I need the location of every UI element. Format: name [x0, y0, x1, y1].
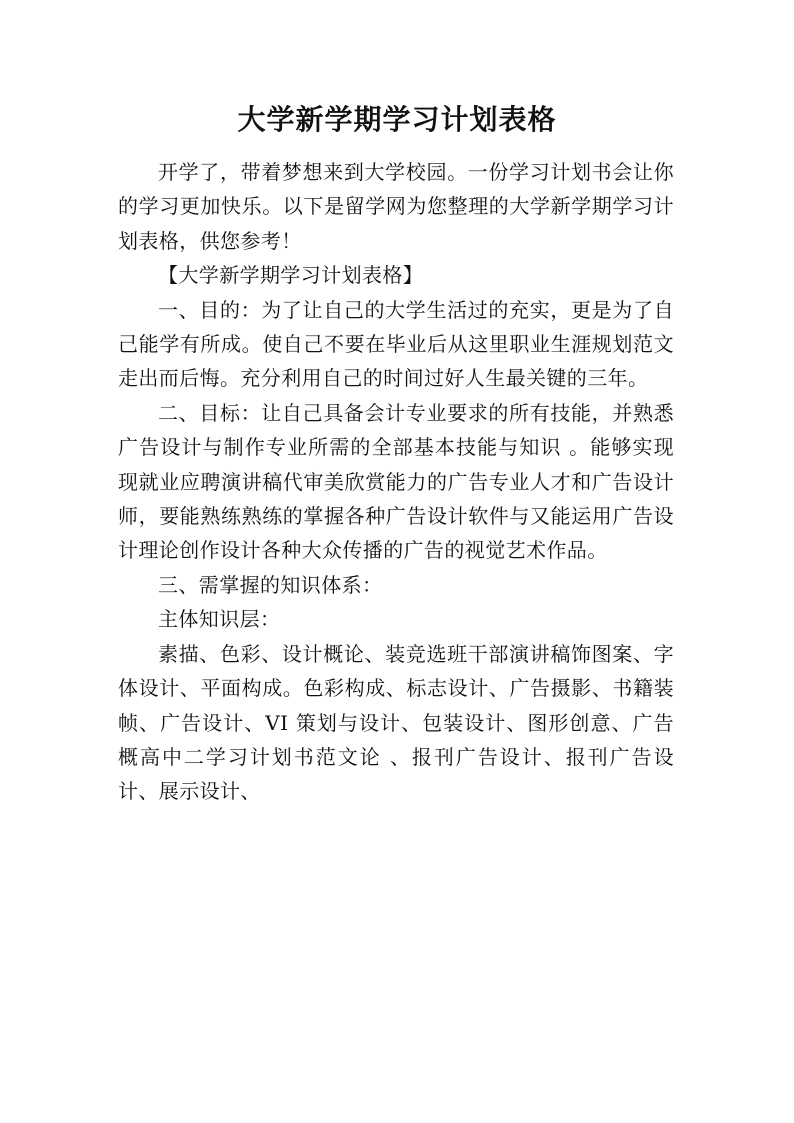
section-heading: 【大学新学期学习计划表格】 [158, 263, 424, 288]
purpose-paragraph: 一、目的：为了让自己的大学生活过的充实，更是为了自己能学有所成。使自己不要在毕业后从这里职业生涯规划范文走出而后悔。充分利用自己的时间过好人生最关键的三年。 [118, 297, 674, 391]
document-body [118, 155, 674, 809]
intro-paragraph: 开学了，带着梦想来到大学校园。一份学习计划书会让你的学习更加快乐。以下是留学网为您整理的大学新学期学习计划表格，供您参考！ [118, 160, 674, 253]
knowledge-heading: 三、需掌握的知识体系： [158, 572, 383, 597]
core-knowledge-heading: 主体知识层： [158, 607, 281, 632]
goal-paragraph: 二、目标：让自己具备会计专业要求的所有技能，并熟悉广告设计与制作专业所需的全部基本技能与知识 。能够实现现就业应聘演讲稿代审美欣赏能力的广告专业人才和广告设计师，要能熟练熟练的掌握各种广告设计软件与又能运用广告设计理论创作设计各种大众传播的广告的视觉艺术作品。 [118, 400, 674, 563]
document-title: 大学新学期学习计划表格 [237, 103, 557, 136]
core-knowledge-list: 素描、色彩、设计概论、装竞选班干部演讲稿饰图案、字体设计、平面构成。色彩构成、标志设计、广告摄影、书籍装帧、广告设计、VI 策划与设计、包装设计、图形创意、广告概高中二学习计划书范文论 、报刊广告设计、报刊广告设计、展示设计、 [118, 641, 674, 804]
